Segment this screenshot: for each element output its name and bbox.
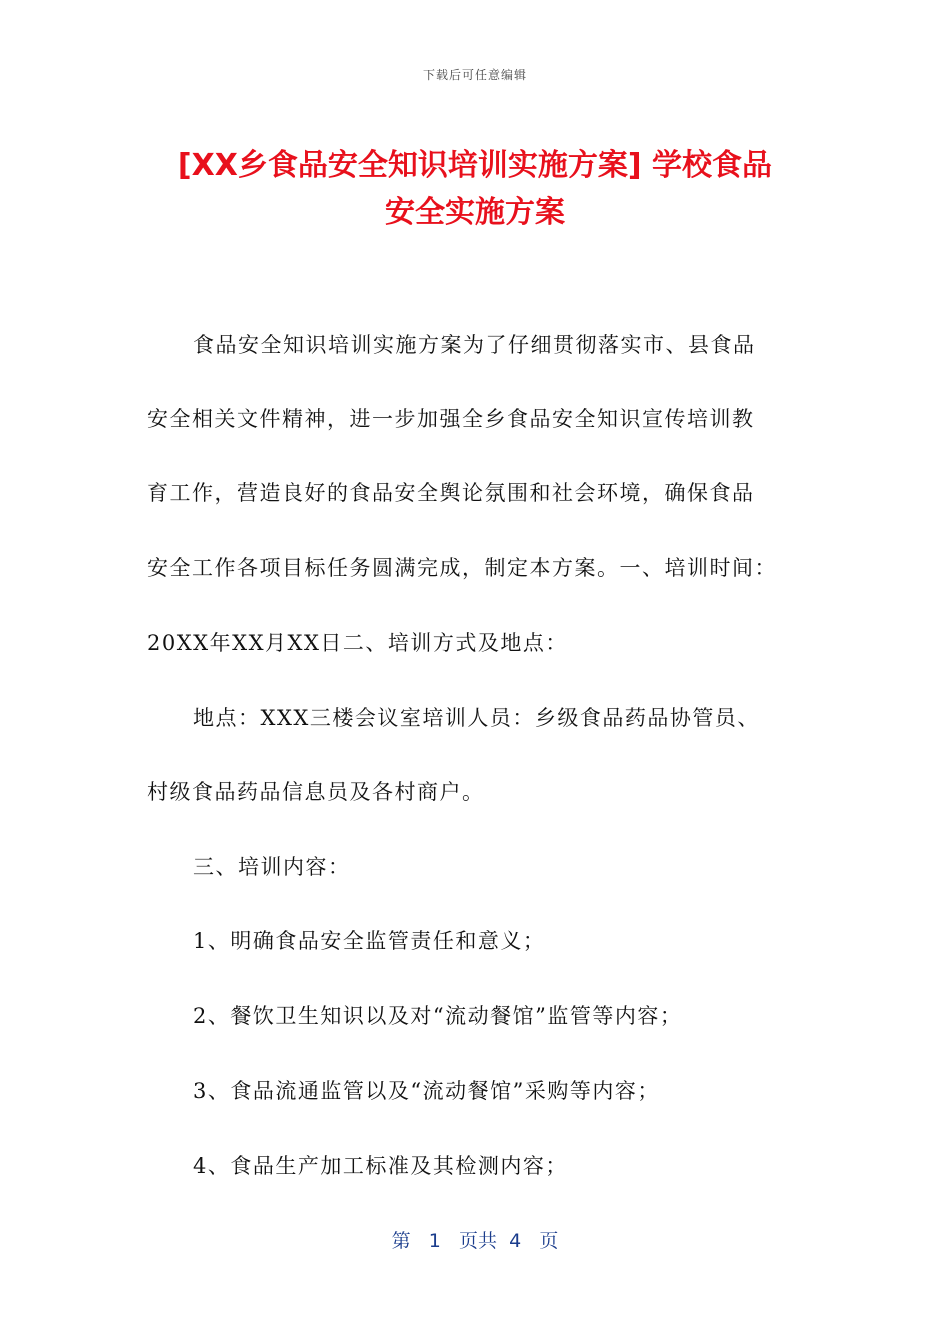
paragraph-line: 安全工作各项目标任务圆满完成，制定本方案。一、培训时间： [147, 556, 777, 580]
paragraph-line: 20XX年XX月XX日二、培训方式及地点： [147, 631, 568, 655]
list-item: 2、餐饮卫生知识以及对“流动餐馆”监管等内容； [193, 1004, 683, 1028]
footer-prefix: 第 [391, 1230, 411, 1252]
list-item: 4、食品生产加工标准及其检测内容； [193, 1154, 568, 1178]
list-item: 3、食品流通监管以及“流动餐馆”采购等内容； [193, 1079, 660, 1103]
section-heading: 三、培训内容： [193, 855, 351, 879]
footer-suffix: 页 [539, 1230, 559, 1252]
document-title-line-2: 安全实施方案 [385, 195, 565, 230]
footer-page-total: 4 [509, 1230, 522, 1252]
paragraph-line: 安全相关文件精神，进一步加强全乡食品安全知识宣传培训教 [147, 407, 755, 431]
paragraph-line: 食品安全知识培训实施方案为了仔细贯彻落实市、县食品 [193, 333, 756, 357]
footer-page-number: 1 [428, 1230, 441, 1252]
page-header-note: 下载后可任意编辑 [422, 68, 527, 82]
document-title [100, 142, 850, 236]
paragraph-line: 村级食品药品信息员及各村商户。 [147, 780, 485, 804]
page-footer [0, 1226, 950, 1253]
list-item: 1、明确食品安全监管责任和意义； [193, 929, 546, 953]
paragraph-line: 育工作，营造良好的食品安全舆论氛围和社会环境，确保食品 [147, 481, 755, 505]
document-title-line-1: [XX乡食品安全知识培训实施方案] 学校食品 [177, 148, 773, 183]
footer-mid: 页共 [459, 1230, 498, 1252]
paragraph-line: 地点：XXX三楼会议室培训人员：乡级食品药品协管员、 [193, 706, 760, 730]
